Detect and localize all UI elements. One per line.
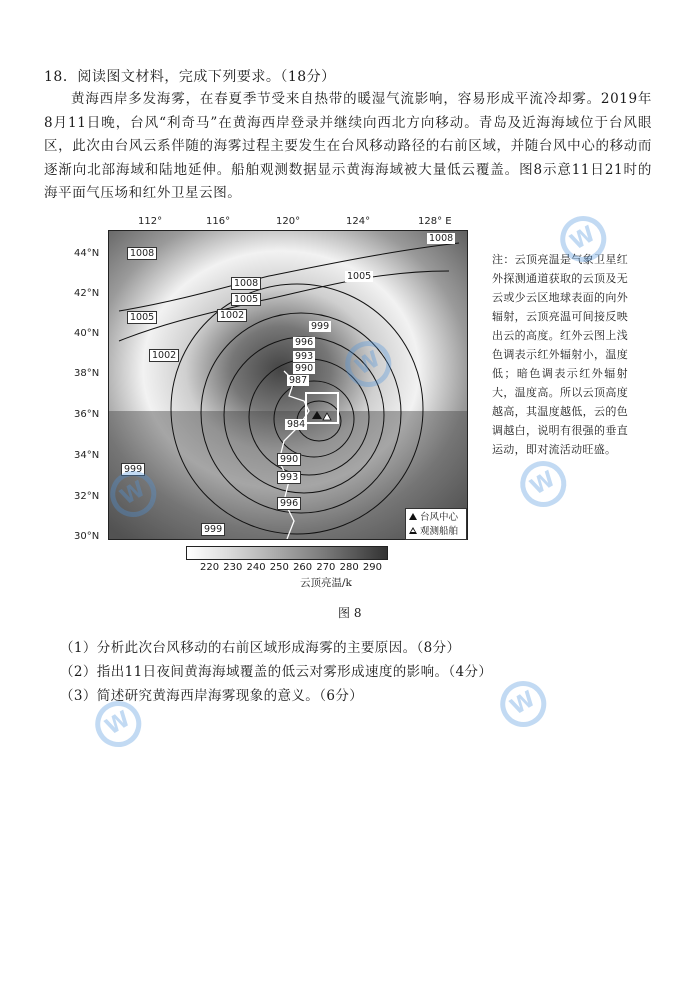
sub-question-3: （3）简述研究黄海西岸海雾现象的意义。（6分）: [60, 688, 364, 704]
filled-triangle-icon: [409, 513, 417, 520]
isobar-label: 999: [311, 321, 330, 332]
lon-label-112: 112°: [138, 216, 163, 227]
isobar-label: 996: [277, 497, 301, 510]
isobar-label: 993: [295, 351, 314, 362]
lat-label-44: 44°N: [74, 248, 100, 259]
sub-question-2: （2）指出11日夜间黄海海域覆盖的低云对雾形成速度的影响。（4分）: [60, 664, 493, 680]
isobar-label: 984: [287, 419, 306, 430]
isobar-label: 1008: [127, 247, 157, 260]
isobar-label: 993: [277, 471, 301, 484]
isobar-label: 990: [277, 453, 301, 466]
isobar-label: 996: [295, 337, 314, 348]
lat-label-36: 36°N: [74, 409, 100, 420]
sub-question-1: （1）分析此次台风移动的右前区域形成海雾的主要原因。（8分）: [60, 640, 461, 656]
lat-label-40: 40°N: [74, 328, 100, 339]
lon-label-128: 128° E: [418, 216, 452, 227]
watermark-logo: W: [337, 331, 403, 396]
isobar-label: 999: [201, 523, 225, 536]
watermark-logo: W: [102, 461, 168, 526]
lon-label-116: 116°: [206, 216, 231, 227]
colorbar-ticks: 220 230 240 250 260 270 280 290: [200, 562, 382, 573]
legend-typhoon-center: 台风中心: [406, 509, 466, 523]
open-triangle-icon: [409, 527, 417, 534]
figure-caption: 图 8: [338, 606, 362, 620]
isobar-label: 1005: [347, 271, 372, 282]
lat-label-30: 30°N: [74, 531, 100, 542]
isobar-label: 1008: [429, 233, 454, 244]
question-paragraph: 黄海西岸多发海雾，在春夏季节受来自热带的暖湿气流影响，容易形成平流冷却雾。2019年8月11日晚，台风“利奇马”在黄海西岸登录并继续向西北方向移动。青岛及近海海域位于台风眼区，此次由台风云系伴随的海雾过程主要发生在台风移动路径的右前区域，并随台风中心的移动而逐渐向北部海域和陆地延伸。船舶观测数据显示黄海海域被大量低云覆盖。图8示意11日21时的海平面气压场和红外卫星云图。: [44, 91, 652, 201]
watermark-logo: W: [552, 206, 618, 271]
figure-note: 注：云顶亮温是气象卫星红外探测通道获取的云顶及无云或少云区地球表面的向外辐射，云顶亮温可间接反映出云的高度。红外云图上浅色调表示红外辐射小，温度低；暗色调表示红外辐射大，温度高。所以云顶高度越高，其温度越低，云的色调越白，说明有很强的垂直运动，即对流活动旺盛。: [492, 253, 628, 456]
lon-label-120: 120°: [276, 216, 301, 227]
isobar-label: 1002: [149, 349, 179, 362]
isobar-label: 1008: [231, 277, 261, 290]
watermark-logo: W: [87, 691, 153, 756]
isobar-label: 999: [121, 463, 145, 476]
question-title: 18．阅读图文材料，完成下列要求。（18分）: [44, 69, 336, 85]
isobar-label: 1005: [231, 293, 261, 306]
lon-label-124: 124°: [346, 216, 371, 227]
map-legend: [405, 508, 467, 540]
satellite-pressure-map: [108, 230, 468, 540]
lat-label-42: 42°N: [74, 288, 100, 299]
lat-label-34: 34°N: [74, 450, 100, 461]
isobar-label: 1005: [127, 311, 157, 324]
legend-ship: 观测船舶: [406, 523, 466, 537]
isobar-label: 1002: [217, 309, 247, 322]
brightness-colorbar: [186, 546, 388, 560]
watermark-logo: W: [512, 451, 578, 516]
watermark-logo: W: [492, 671, 558, 736]
isobar-label: 987: [289, 375, 308, 386]
lat-label-32: 32°N: [74, 491, 100, 502]
sub-questions: [60, 636, 492, 708]
isobar-label: 990: [295, 363, 314, 374]
lat-label-38: 38°N: [74, 368, 100, 379]
colorbar-label: 云顶亮温/k: [300, 577, 352, 589]
